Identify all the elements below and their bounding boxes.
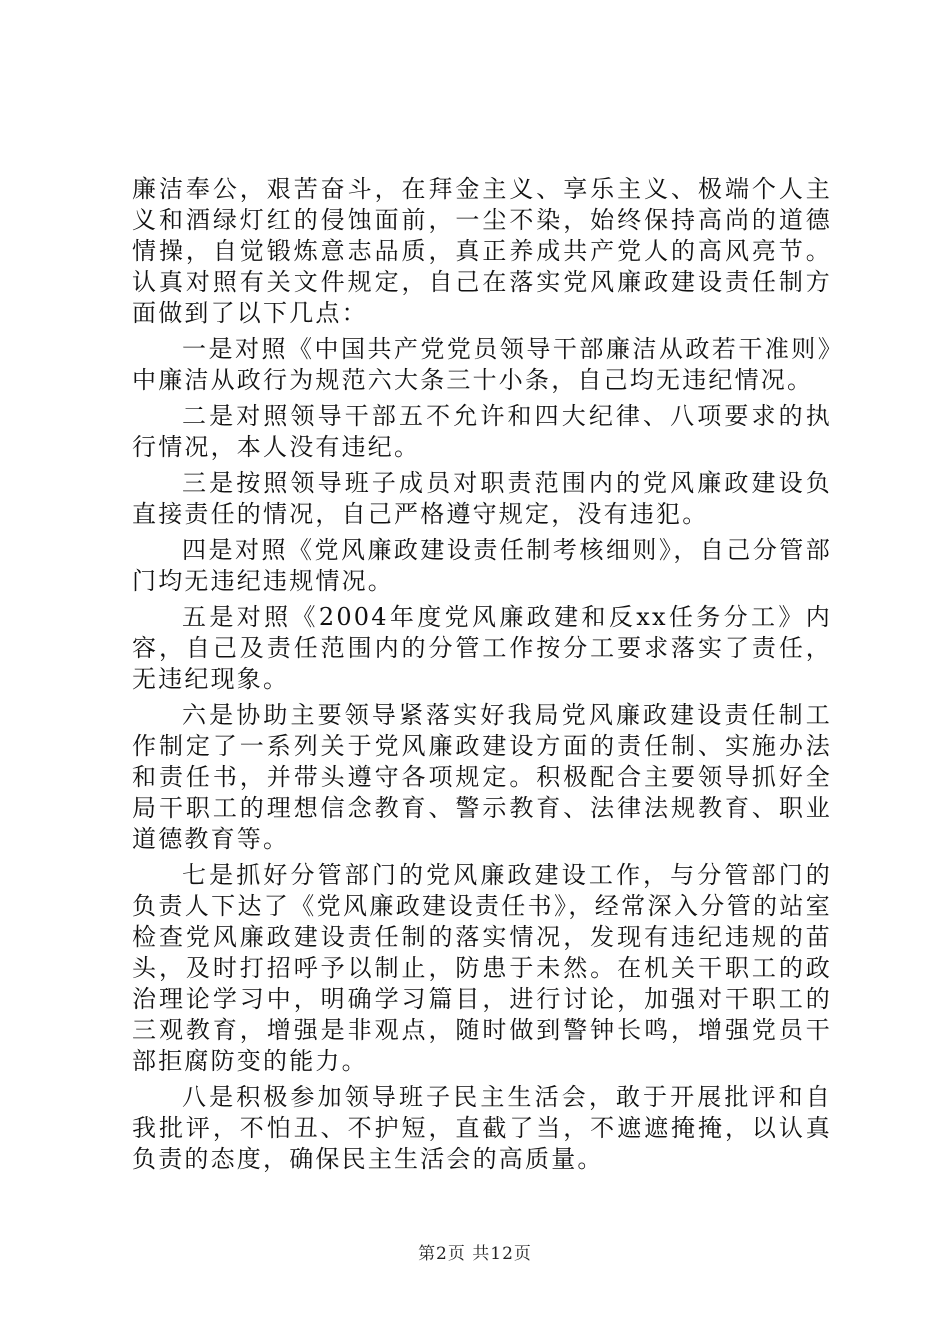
paragraph-item-5: 五是对照《2004年度党风廉政建和反xx任务分工》内容，自己及责任范围内的分管工作按分工要求落实了责任，无违纪现象。 xyxy=(132,603,832,693)
paragraph-item-6: 六是协助主要领导紧落实好我局党风廉政建设责任制工作制定了一系列关于党风廉政建设方面的责任制、实施办法和责任书，并带头遵守各项规定。积极配合主要领导抓好全局干职工的理想信念教育、警示教育、法律法规教育、职业道德教育等。 xyxy=(132,701,832,853)
page-footer xyxy=(0,1244,950,1264)
paragraph-item-8: 八是积极参加领导班子民主生活会，敢于开展批评和自我批评，不怕丑、不护短，直截了当，不遮遮掩掩，以认真负责的态度，确保民主生活会的高质量。 xyxy=(132,1083,832,1173)
document-body xyxy=(132,174,832,1175)
paragraph-item-1: 一是对照《中国共产党党员领导干部廉洁从政若干准则》中廉洁从政行为规范六大条三十小条，自己均无违纪情况。 xyxy=(132,335,832,394)
page-indicator: 第2页 共12页 xyxy=(418,1244,532,1264)
paragraph-item-3: 三是按照领导班子成员对职责范围内的党风廉政建设负直接责任的情况，自己严格遵守规定，没有违犯。 xyxy=(132,469,832,528)
paragraph-continuation: 廉洁奉公，艰苦奋斗，在拜金主义、享乐主义、极端个人主义和酒绿灯红的侵蚀面前，一尘不染，始终保持高尚的道德情操，自觉锻炼意志品质，真正养成共产党人的高风亮节。认真对照有关文件规定，自己在落实党风廉政建设责任制方面做到了以下几点： xyxy=(132,175,832,327)
paragraph-item-2: 二是对照领导干部五不允许和四大纪律、八项要求的执行情况，本人没有违纪。 xyxy=(132,402,832,461)
paragraph-item-7: 七是抓好分管部门的党风廉政建设工作，与分管部门的负责人下达了《党风廉政建设责任书》，经常深入分管的站室检查党风廉政建设责任制的落实情况，发现有违纪违规的苗头，及时打招呼予以制止，防患于未然。在机关干职工的政治理论学习中，明确学习篇目，进行讨论，加强对干职工的三观教育，增强是非观点，随时做到警钟长鸣，增强党员干部拒腐防变的能力。 xyxy=(132,861,832,1075)
paragraph-item-4: 四是对照《党风廉政建设责任制考核细则》，自己分管部门均无违纪违规情况。 xyxy=(132,536,832,595)
